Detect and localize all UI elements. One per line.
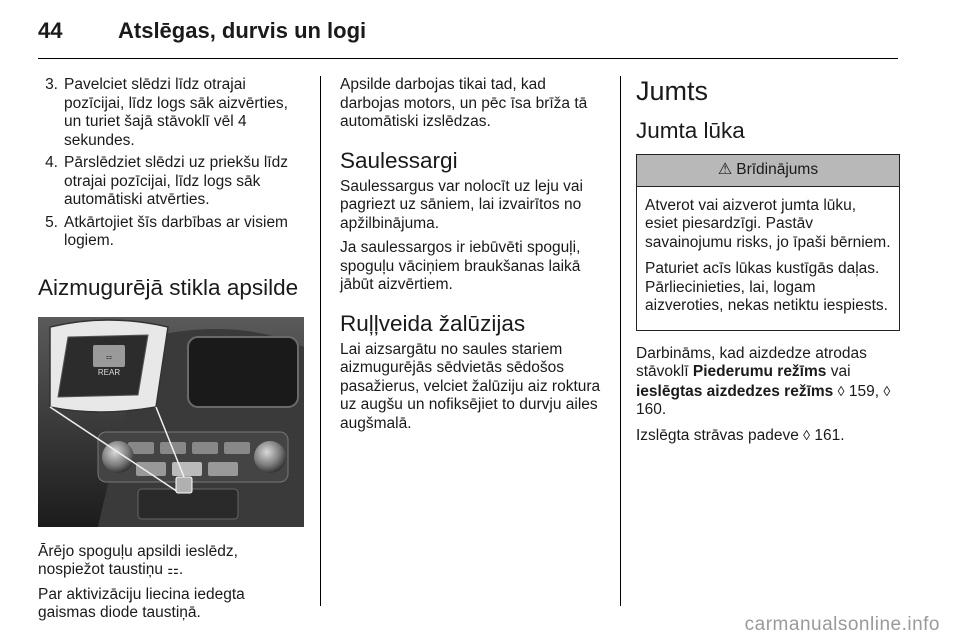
rear-button-label: REAR <box>97 367 121 377</box>
page-ref-arrow-icon: ◊ <box>803 426 811 443</box>
ignition-on-term: ieslēgtas aizdedzes režīms <box>636 382 834 400</box>
paragraph: Par aktivizāciju liecina iedegta gaismas diode taustiņā. <box>38 585 245 621</box>
section-heading-rear-heater: Aizmugurējā stikla apsilde <box>38 274 299 300</box>
paragraph: Paturiet acīs lūkas kustīgās daļas. Pārliecinieties, lai, logam aizveroties, nekas netiktu iespiests. <box>645 260 888 314</box>
warning-body <box>637 187 899 330</box>
paragraph: Apsilde darbojas tikai tad, kad darbojas motors, un pēc īsa brīža tā automātiski izslēdzas. <box>340 76 588 130</box>
column-1 <box>38 76 304 629</box>
page-ref-arrow-icon: ◊ <box>837 382 845 399</box>
dashboard-photo <box>38 317 304 527</box>
paragraph: Ja saulessargos ir iebūvēti spoguļi, spoguļu vāciņiem braukšanas laikā jābūt aizvērtiem. <box>340 239 581 293</box>
section-heading-sun-visors: Saulessargi <box>340 147 458 173</box>
warning-header <box>637 155 899 187</box>
warning-title: Brīdinājums <box>736 161 819 178</box>
svg-text:⚏: ⚏ <box>105 353 113 361</box>
paragraph: Saulessargus var nolocīt uz leju vai pagriezt uz sāniem, lai izvairītos no apžilbinājuma. <box>340 177 583 232</box>
header-rule <box>38 58 898 59</box>
watermark: carmanualsonline.info <box>744 614 940 635</box>
page-ref-link[interactable]: 161. <box>814 426 845 444</box>
paragraph: Ārējo spoguļu apsildi ieslēdz, nospiežot taustiņu ⚏. <box>38 542 238 578</box>
page-header <box>38 18 366 48</box>
warning-box <box>636 154 900 331</box>
page-ref-link[interactable]: 160. <box>636 401 667 418</box>
column-divider <box>620 76 621 606</box>
page-number: 44 <box>38 18 63 43</box>
steps-list <box>38 76 304 251</box>
dashboard-illustration <box>38 317 304 527</box>
paragraph: Atverot vai aizverot jumta lūku, esiet piesardzīgi. Pastāv savainojumu risks, jo īpaši bērniem. <box>645 196 891 251</box>
list-item: 5. Atkārtojiet šīs darbības ar visiem logiem. <box>45 213 288 249</box>
page-ref-arrow-icon: ◊ <box>883 382 891 399</box>
column-divider <box>320 76 321 606</box>
section-heading-roller-blinds: Ruļļveida žalūzijas <box>340 310 526 336</box>
list-item: 3. Pavelciet slēdzi līdz otrajai pozīcijai, līdz logs sāk aizvērties, un turiet šajā stāvoklī vēl 4 sekundes. <box>45 76 288 149</box>
running-title: Atslēgas, durvis un logi <box>118 18 367 43</box>
rear-heater-icon: ⚏ <box>167 562 179 577</box>
paragraph: Izslēgta strāvas padeve ◊ 161. <box>636 426 845 444</box>
paragraph: Darbināms, kad aizdedze atrodas stāvoklī Piederumu režīms vai ieslēgtas aizdedzes režīms ◊ 159, ◊ 160. <box>636 344 891 418</box>
column-2 <box>340 76 602 439</box>
section-heading-sunroof: Jumta lūka <box>636 118 745 143</box>
chapter-heading-roof: Jumts <box>636 76 709 106</box>
page-ref-link[interactable]: 159, <box>848 382 880 400</box>
accessory-mode-term: Piederumu režīms <box>692 363 827 380</box>
warning-icon: ⚠ <box>717 161 733 178</box>
paragraph: Lai aizsargātu no saules stariem aizmugurējās sēdvietās sēdošos pasažierus, velciet žalūziju aiz roktura uz augšu un nofiksējiet to durvju ailes augšmalā. <box>340 340 601 432</box>
list-item: 4. Pārslēdziet slēdzi uz priekšu līdz otrajai pozīcijai, līdz logs sāk automātiski atvērties. <box>45 154 288 208</box>
column-3 <box>636 76 900 451</box>
